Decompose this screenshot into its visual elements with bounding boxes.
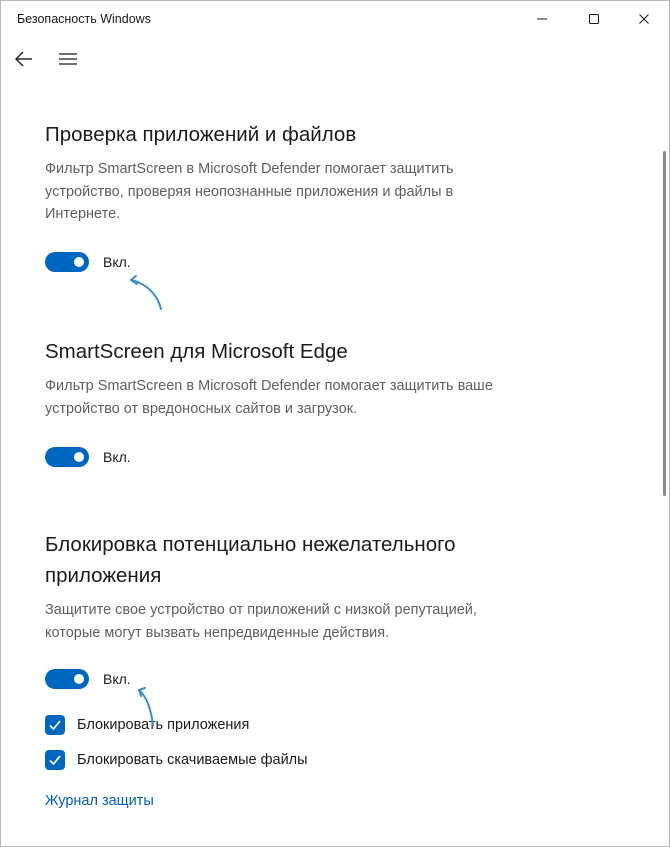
toggle-label: Вкл. bbox=[103, 671, 131, 687]
section-title: Блокировка потенциально нежелательного приложения bbox=[45, 533, 456, 587]
toggle-row-pua-blocking bbox=[45, 669, 131, 689]
toggle-switch[interactable] bbox=[45, 252, 89, 272]
nav-bar bbox=[1, 41, 669, 77]
checkmark-icon bbox=[48, 718, 62, 732]
section-pua-blocking bbox=[45, 529, 535, 644]
checkbox[interactable] bbox=[45, 750, 65, 770]
section-title: Проверка приложений и файлов bbox=[45, 123, 357, 146]
checkbox-block-apps[interactable] bbox=[45, 715, 249, 735]
section-smartscreen-edge bbox=[45, 336, 545, 420]
section-description: Защитите свое устройство от приложений с низкой репутацией, которые могут вызвать непредвиденные действия. bbox=[45, 602, 477, 641]
minimize-icon bbox=[536, 13, 548, 25]
toggle-row-app-file-check bbox=[45, 252, 131, 272]
checkbox-label: Блокировать скачиваемые файлы bbox=[77, 752, 308, 768]
toggle-label: Вкл. bbox=[103, 254, 131, 270]
title-bar bbox=[1, 1, 669, 37]
checkbox-block-downloads[interactable] bbox=[45, 750, 308, 770]
section-title: SmartScreen для Microsoft Edge bbox=[45, 340, 348, 363]
maximize-button[interactable] bbox=[567, 1, 621, 37]
annotation-arrow-icon bbox=[121, 269, 171, 314]
toggle-switch[interactable] bbox=[45, 669, 89, 689]
checkmark-icon bbox=[48, 753, 62, 767]
maximize-icon bbox=[588, 13, 600, 25]
toggle-row-smartscreen-edge bbox=[45, 447, 131, 467]
toggle-knob bbox=[74, 674, 84, 684]
minimize-button[interactable] bbox=[515, 1, 569, 37]
section-app-file-check bbox=[45, 119, 515, 226]
close-button[interactable] bbox=[617, 1, 670, 37]
section-description: Фильтр SmartScreen в Microsoft Defender помогает защитить устройство, проверяя неопознанные приложения и файлы в Интернете. bbox=[45, 161, 454, 222]
toggle-knob bbox=[74, 257, 84, 267]
toggle-label: Вкл. bbox=[103, 449, 131, 465]
hamburger-menu-icon bbox=[59, 52, 77, 66]
toggle-knob bbox=[74, 452, 84, 462]
checkbox-label: Блокировать приложения bbox=[77, 717, 250, 733]
section-description: Фильтр SmartScreen в Microsoft Defender помогает защитить ваше устройство от вредоносных сайтов и загрузок. bbox=[45, 378, 493, 417]
back-button[interactable] bbox=[6, 41, 42, 77]
menu-button[interactable] bbox=[50, 41, 86, 77]
toggle-switch[interactable] bbox=[45, 447, 89, 467]
checkbox[interactable] bbox=[45, 715, 65, 735]
window-title: Безопасность Windows bbox=[17, 12, 151, 26]
vertical-scrollbar[interactable] bbox=[663, 151, 666, 496]
back-arrow-icon bbox=[14, 51, 34, 67]
protection-history-link[interactable]: Журнал защиты bbox=[45, 793, 154, 809]
close-icon bbox=[638, 13, 650, 25]
